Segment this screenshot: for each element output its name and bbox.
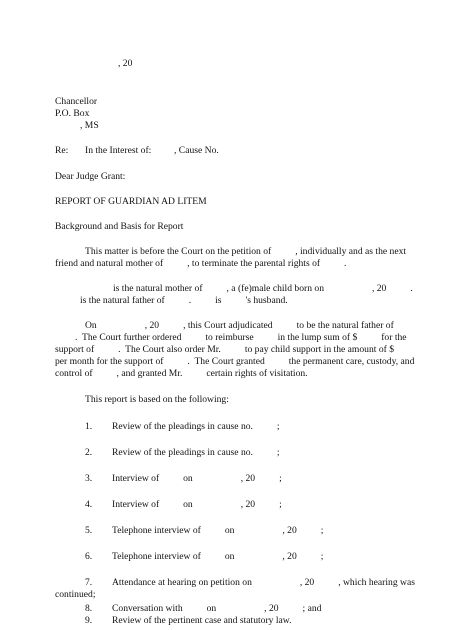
para2-line2: is the natural father of . is 's husband. [80, 295, 288, 306]
item-2-text: Review of the pleadings in cause no. ; [112, 447, 280, 458]
report-title: REPORT OF GUARDIAN AD LITEM [55, 196, 207, 207]
re-cause: , Cause No. [174, 145, 219, 156]
item-3-number: 3. [85, 473, 93, 484]
item-7-number: 7. [85, 577, 93, 588]
para1-line1: This matter is before the Court on the petition of , individually and as the next [85, 246, 407, 257]
para2-line1: is the natural mother of , a (fe)male child born on , 20 . [113, 283, 413, 294]
item-8-text: Conversation with on , 20 ; and [112, 603, 322, 614]
salutation: Dear Judge Grant: [55, 171, 126, 182]
item-7-text: Attendance at hearing on petition on , 20 , which hearing was [112, 577, 415, 588]
re-label: Re: [55, 145, 69, 156]
para3-line4: per month for the support of . The Court granted the permanent care, custody, and [55, 356, 415, 367]
para1-line2: friend and natural mother of , to terminate the parental rights of . [55, 258, 347, 269]
item-8-number: 8. [85, 603, 93, 614]
address-line-2: P.O. Box [55, 108, 90, 119]
item-7-continuation: continued; [55, 589, 96, 600]
item-1-text: Review of the pleadings in cause no. ; [112, 421, 280, 432]
item-5-text: Telephone interview of on , 20 ; [112, 525, 324, 536]
item-1-number: 1. [85, 421, 93, 432]
para3-line2: . The Court further ordered to reimburse in the lump sum of $ for the [75, 332, 407, 343]
para3-line3: support of . The Court also order Mr. to pay child support in the amount of $ [55, 344, 395, 355]
section-heading: Background and Basis for Report [55, 221, 184, 232]
item-5-number: 5. [85, 525, 93, 536]
item-3-text: Interview of on , 20 ; [112, 473, 282, 484]
item-9-number: 9. [85, 615, 93, 626]
item-6-text: Telephone interview of on , 20 ; [112, 551, 324, 562]
item-4-number: 4. [85, 499, 93, 510]
re-text: In the Interest of: [85, 145, 152, 156]
item-4-text: Interview of on , 20 ; [112, 499, 282, 510]
date-line: , 20 [118, 58, 133, 69]
report-intro: This report is based on the following: [85, 394, 229, 405]
item-6-number: 6. [85, 551, 93, 562]
para3-line1: On , 20 , this Court adjudicated to be the natural father of [85, 320, 394, 331]
item-9-text: Review of the pertinent case and statutory law. [112, 615, 292, 626]
para3-line5: control of , and granted Mr. certain rights of visitation. [55, 368, 308, 379]
item-2-number: 2. [85, 447, 93, 458]
address-line-1: Chancellor [55, 96, 98, 107]
address-line-3: , MS [80, 120, 99, 131]
